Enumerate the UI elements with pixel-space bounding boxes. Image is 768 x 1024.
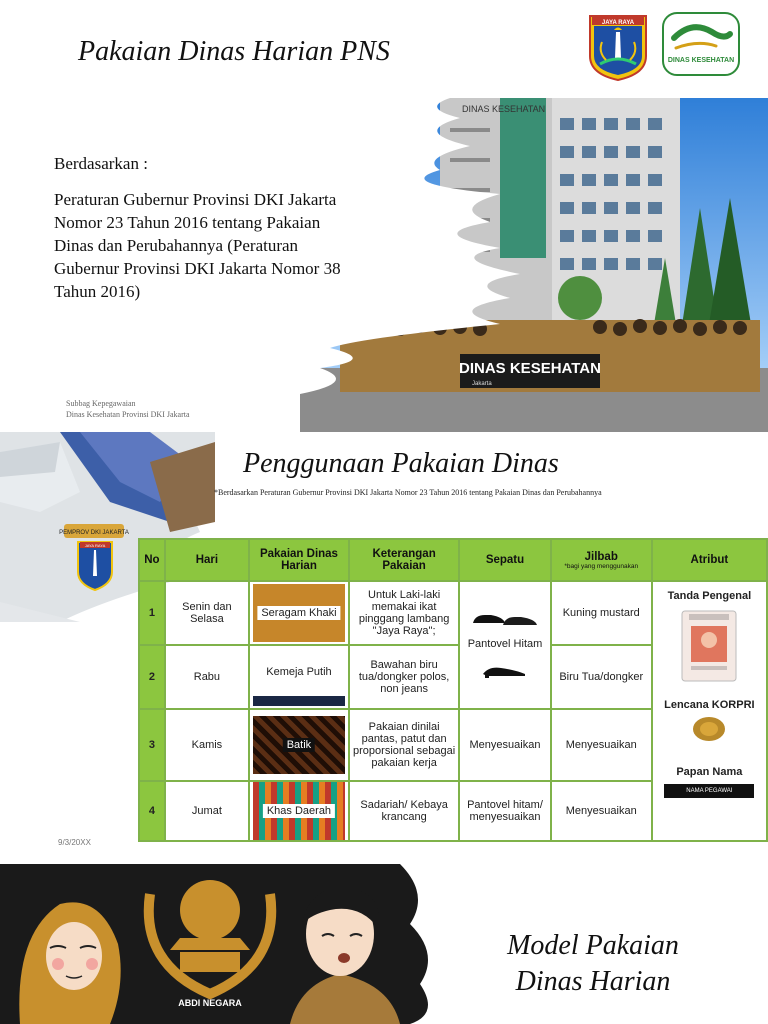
khaki-uniform-swatch: [253, 584, 345, 642]
slide-title: Model Pakaian Dinas Harian: [507, 930, 679, 997]
col-jilbab-label: Jilbab: [584, 550, 618, 563]
atribut-tanda: Tanda Pengenal: [667, 590, 752, 602]
col-pakaian: Pakaian Dinas Harian: [249, 539, 349, 581]
cell-pakaian: [249, 709, 349, 781]
banner-sub: Jakarta: [472, 381, 492, 387]
cell-pakaian: [249, 781, 349, 841]
slide-footer: [66, 398, 190, 420]
banner-text: DINAS KESEHATAN: [459, 360, 601, 377]
office-building-photo: [300, 98, 768, 432]
dress-code-table: [138, 538, 768, 842]
logo-text: JAYA RAYA: [84, 543, 106, 548]
jaya-raya-logo: [586, 12, 650, 82]
korpri-pin-icon: [691, 715, 727, 743]
table-header-row: [139, 539, 767, 581]
cell-keterangan: Pakaian dinilai pantas, patut dan proporsional sebagai pakaian kerja: [349, 709, 459, 781]
col-jilbab: [551, 539, 652, 581]
col-jilbab-note: *bagi yang menggunakan: [564, 562, 639, 570]
emblem-text: ABDI NEGARA: [178, 998, 242, 1008]
swatch-label: Seragam Khaki: [257, 606, 340, 620]
cell-jilbab: Biru Tua/dongker: [551, 645, 652, 709]
traditional-dress-swatch: [253, 782, 345, 840]
col-no: No: [139, 539, 165, 581]
cell-no: 2: [139, 645, 165, 709]
cell-atribut: [652, 581, 767, 841]
slide-model-pakaian: [0, 864, 768, 1024]
slide-pakaian-dinas-harian: [0, 0, 768, 432]
cell-hari: Rabu: [165, 645, 249, 709]
slide-title: Penggunaan Pakaian Dinas: [243, 448, 559, 479]
badge-text: PEMPROV DKI JAKARTA: [59, 530, 129, 536]
regulation-note: *Berdasarkan Peraturan Gubernur Provinsi DKI Jakarta Nomor 23 Tahun 2016 tentang Pakaian Dinas dan Perubahannya: [214, 488, 602, 497]
col-hari: Hari: [165, 539, 249, 581]
atribut-papan: Papan Nama: [676, 766, 743, 778]
logo-text: JAYA RAYA: [601, 20, 635, 26]
cell-no: 4: [139, 781, 165, 841]
swatch-label: Kemeja Putih: [262, 665, 335, 679]
cell-keterangan: Bawahan biru tua/dongker polos, non jeans: [349, 645, 459, 709]
sepatu-text: Pantovel Hitam: [467, 638, 543, 650]
cell-hari: Senin dan Selasa: [165, 581, 249, 645]
id-card-icon: [681, 610, 737, 682]
basis-label: Berdasarkan :: [54, 154, 148, 173]
cell-jilbab: Menyesuaikan: [551, 709, 652, 781]
cell-hari: Kamis: [165, 709, 249, 781]
cell-no: 3: [139, 709, 165, 781]
table-row: [139, 581, 767, 645]
col-atribut: Atribut: [652, 539, 767, 581]
footer-line: Dinas Kesehatan Provinsi DKI Jakarta: [66, 410, 190, 419]
batik-swatch: [253, 716, 345, 774]
womens-shoe-icon: [479, 656, 531, 680]
slide-title: Pakaian Dinas Harian PNS: [78, 36, 390, 67]
atribut-lencana: Lencana KORPRI: [664, 699, 755, 711]
building-sign: DINAS KESEHATAN: [462, 104, 546, 114]
white-shirt-swatch: [253, 648, 345, 706]
col-sepatu: Sepatu: [459, 539, 550, 581]
cell-keterangan: Sadariah/ Kebaya krancang: [349, 781, 459, 841]
cell-jilbab: Menyesuaikan: [551, 781, 652, 841]
footer-line: Subbag Kepegawaian: [66, 399, 136, 408]
dinas-kesehatan-logo: [662, 12, 740, 76]
basis-text: Peraturan Gubernur Provinsi DKI Jakarta Nomor 23 Tahun 2016 tentang Pakaian Dinas dan Perubahannya (Peraturan Gubernur Provinsi DKI Jakarta Nomor 38 Tahun 2016): [54, 190, 341, 301]
cell-jilbab: Kuning mustard: [551, 581, 652, 645]
swatch-label: Khas Daerah: [263, 804, 335, 818]
cell-sepatu: [459, 581, 550, 709]
cell-pakaian: [249, 645, 349, 709]
slide-penggunaan-pakaian: [0, 432, 768, 864]
cell-hari: Jumat: [165, 781, 249, 841]
name-plate: NAMA PEGAWAI: [664, 784, 754, 798]
swatch-label: Batik: [283, 738, 315, 752]
civil-servant-illustration: [0, 864, 440, 1024]
mens-shoes-icon: [469, 607, 541, 629]
cell-keterangan: Untuk Laki-laki memakai ikat pinggang lambang "Jaya Raya";: [349, 581, 459, 645]
cell-no: 1: [139, 581, 165, 645]
logo-caption: DINAS KESEHATAN: [667, 57, 735, 64]
cell-pakaian: [249, 581, 349, 645]
slide-date: 9/3/20XX: [58, 838, 91, 847]
cell-sepatu: Pantovel hitam/ menyesuaikan: [459, 781, 550, 841]
col-keterangan: Keterangan Pakaian: [349, 539, 459, 581]
cell-sepatu: Menyesuaikan: [459, 709, 550, 781]
